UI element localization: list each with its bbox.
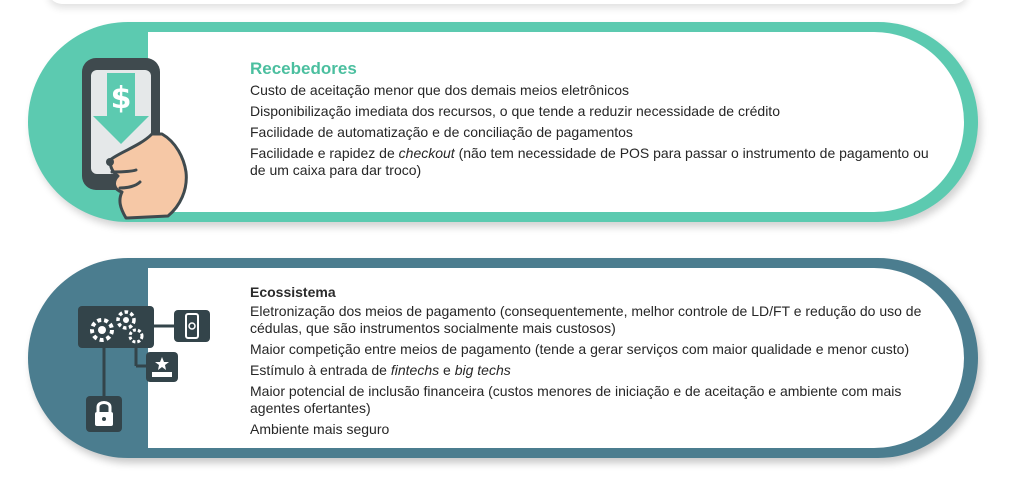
ecossistema-card [28,258,978,458]
list-item: Facilidade e rapidez de checkout (não tem necessidade de POS para passar o instrumento de pagamento ou de um caixa para dar troco) [250,145,929,178]
list-item: Ambiente mais seguro [250,421,390,437]
recebedores-card [28,22,978,222]
list-item: Eletronização dos meios de pagamento (consequentemente, melhor controle de LD/FT e redução do uso de cédulas, que são instrumentos socialmente mais custosos) [250,303,922,336]
recebedores-list [250,82,938,179]
ecosystem-network-icon [28,258,228,458]
ecossistema-list [250,303,938,438]
list-item: Maior potencial de inclusão financeira (custos menores de iniciação e de aceitação e ambiente com mais agentes ofertantes) [250,383,902,416]
list-item: Disponibilização imediata dos recursos, o que tende a reduzir necessidade de crédito [250,103,780,119]
list-item: Facilidade de automatização e de conciliação de pagamentos [250,124,633,140]
list-item: Maior competição entre meios de pagamento (tende a gerar serviços com maior qualidade e menor custo) [250,341,910,357]
phone-dollar-hand-icon [28,22,228,222]
list-item: Estímulo à entrada de fintechs e big techs [250,362,511,378]
list-item: Custo de aceitação menor que dos demais meios eletrônicos [250,82,629,98]
recebedores-title: Recebedores [250,59,357,78]
previous-card-edge [48,0,968,4]
svg-text:$: $ [110,81,132,116]
ecossistema-title: Ecossistema [250,284,336,300]
